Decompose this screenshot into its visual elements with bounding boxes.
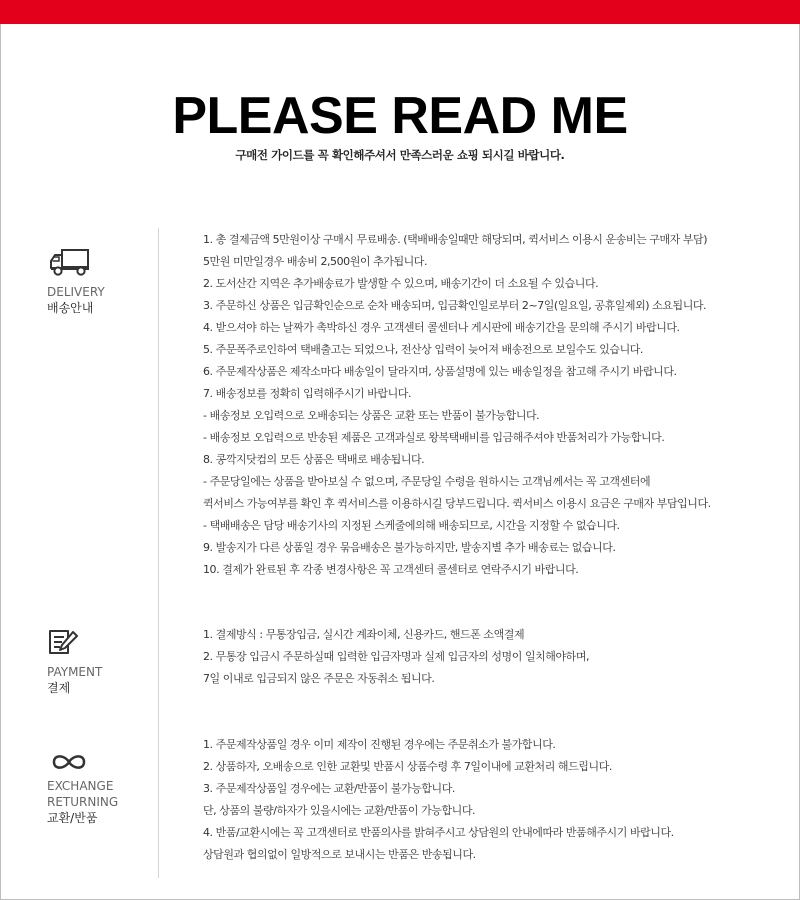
exchange-line: 2. 상품하자, 오배송으로 인한 교환및 반품시 상품수령 후 7일이내에 교환처리 해드립니다. — [203, 760, 612, 773]
exchange-label — [47, 778, 118, 826]
delivery-line: 6. 주문제작상품은 제작소마다 배송일이 달라지며, 상품설명에 있는 배송일정을 참고해 주시기 바랍니다. — [203, 365, 677, 378]
delivery-line: 5만원 미만일경우 배송비 2,500원이 추가됩니다. — [203, 255, 428, 268]
delivery-label-en: DELIVERY — [47, 285, 105, 299]
truck-icon — [49, 248, 91, 280]
delivery-label-ko: 배송안내 — [47, 301, 94, 315]
payment-text — [203, 624, 795, 690]
payment-line: 7일 이내로 입금되지 않은 주문은 자동취소 됩니다. — [203, 672, 435, 685]
exchange-line: 4. 반품/교환시에는 꼭 고객센터로 반품의사를 밝혀주시고 상담원의 안내에따라 반품해주시기 바랍니다. — [203, 826, 674, 839]
exchange-line: 단, 상품의 불량/하자가 있을시에는 교환/반품이 가능합니다. — [203, 804, 476, 817]
exchange-line: 3. 주문제작상품일 경우에는 교환/반품이 불가능합니다. — [203, 782, 455, 795]
payment-line: 2. 무통장 입금시 주문하실때 입력한 입금자명과 실제 입금자의 성명이 일치해야하며, — [203, 650, 590, 663]
delivery-line: - 택배배송은 담당 배송기사의 지정된 스케줄에의해 배송되므로, 시간을 지정할 수 없습니다. — [203, 519, 620, 532]
delivery-line: 7. 배송정보를 정확히 입력해주시기 바랍니다. — [203, 387, 411, 400]
infinity-icon — [50, 752, 88, 776]
delivery-text — [203, 229, 795, 581]
delivery-line: - 주문당일에는 상품을 받아보실 수 없으며, 주문당일 수령을 원하시는 고객님께서는 꼭 고객센터에 — [203, 475, 651, 488]
exchange-line: 상담원과 협의없이 일방적으로 보내시는 반품은 반송됩니다. — [203, 848, 476, 861]
exchange-text — [203, 734, 795, 866]
returning-label-en: RETURNING — [47, 795, 119, 809]
page-subtitle: 구매전 가이드를 꼭 확인해주셔서 만족스러운 쇼핑 되시길 바랍니다. — [235, 148, 565, 162]
payment-label — [47, 664, 102, 696]
delivery-line: 10. 결제가 완료된 후 각종 변경사항은 꼭 고객센터 콜센터로 연락주시기 바랍니다. — [203, 563, 579, 576]
delivery-line: 8. 콩깍지닷컴의 모든 상품은 택배로 배송됩니다. — [203, 453, 425, 466]
payment-line: 1. 결제방식 : 무통장입금, 실시간 계좌이체, 신용카드, 핸드폰 소액결제 — [203, 628, 525, 641]
exchange-label-ko: 교환/반품 — [47, 811, 98, 825]
delivery-line: 4. 받으셔야 하는 날짜가 촉박하신 경우 고객센터 콜센터나 게시판에 배송기간을 문의해 주시기 바랍니다. — [203, 321, 680, 334]
payment-label-ko: 결제 — [47, 681, 71, 695]
document-pen-icon — [47, 628, 81, 660]
delivery-line: 퀵서비스 가능여부를 확인 후 퀵서비스를 이용하시길 당부드립니다. 퀵서비스 이용시 요금은 구매자 부담입니다. — [203, 497, 711, 510]
vertical-divider — [158, 228, 159, 878]
delivery-line: 1. 총 결제금액 5만원이상 구매시 무료배송. (택배배송일때만 해당되며, 퀵서비스 이용시 운송비는 구매자 부담) — [203, 233, 708, 246]
exchange-line: 1. 주문제작상품일 경우 이미 제작이 진행된 경우에는 주문취소가 불가합니다. — [203, 738, 556, 751]
exchange-label-en: EXCHANGE — [47, 779, 114, 793]
delivery-line: 2. 도서산간 지역은 추가배송료가 발생할 수 있으며, 배송기간이 더 소요될 수 있습니다. — [203, 277, 599, 290]
delivery-line: 3. 주문하신 상품은 입금확인순으로 순차 배송되며, 입금확인일로부터 2~7일(일요일, 공휴일제외) 소요됩니다. — [203, 299, 707, 312]
delivery-line: - 배송정보 오입력으로 반송된 제품은 고객과실로 왕복택배비를 입금해주셔야 반품처리가 가능합니다. — [203, 431, 665, 444]
top-accent-bar — [0, 0, 800, 24]
delivery-line: 9. 발송지가 다른 상품일 경우 묶음배송은 불가능하지만, 발송지별 추가 배송료는 없습니다. — [203, 541, 616, 554]
delivery-line: 5. 주문폭주로인하여 택배출고는 되었으나, 전산상 입력이 늦어져 배송전으로 보일수도 있습니다. — [203, 343, 643, 356]
page-title: PLEASE READ ME — [172, 87, 628, 145]
delivery-label — [47, 284, 105, 316]
delivery-line: - 배송정보 오입력으로 오배송되는 상품은 교환 또는 반품이 불가능합니다. — [203, 409, 540, 422]
payment-label-en: PAYMENT — [47, 665, 103, 679]
